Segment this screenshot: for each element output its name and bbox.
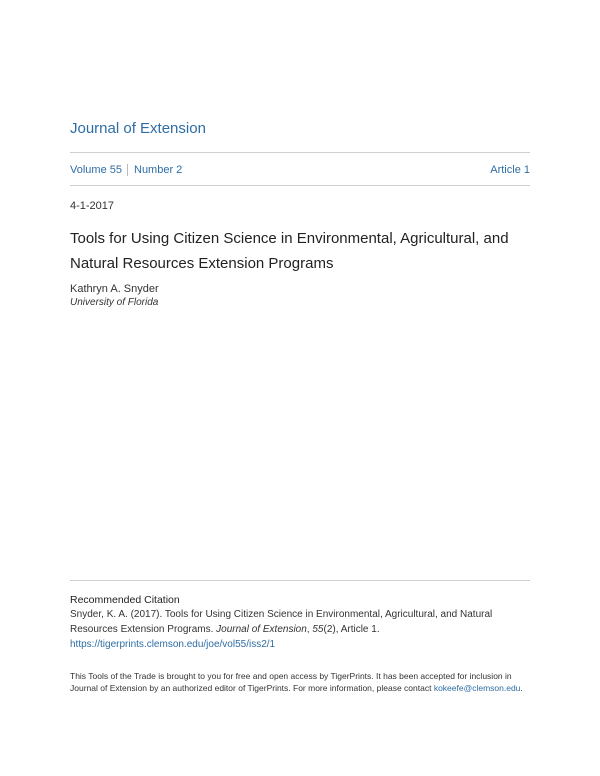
citation-volume: 55 bbox=[312, 624, 324, 635]
author-name: Kathryn A. Snyder bbox=[70, 283, 159, 295]
citation-sep: , bbox=[306, 624, 313, 635]
issue-bar bbox=[70, 162, 530, 178]
recommended-citation-text bbox=[70, 607, 532, 652]
journal-title-link[interactable]: Journal of Extension bbox=[70, 120, 206, 137]
divider-top bbox=[70, 152, 530, 153]
access-notice-text: This Tools of the Trade is brought to you for free and open access by TigerPrints. It has been accepted for inclusion in Journal of Extension by an authorized editor of TigerPrints. For more information, please contact bbox=[70, 671, 512, 693]
access-notice bbox=[70, 670, 532, 694]
divider-citation bbox=[70, 580, 530, 581]
author-affiliation: University of Florida bbox=[70, 297, 159, 308]
contact-email-link[interactable]: kokeefe@clemson.edu bbox=[433, 683, 521, 693]
number-link[interactable]: Number 2 bbox=[134, 164, 183, 176]
issue-separator bbox=[127, 164, 128, 176]
divider-issue bbox=[70, 185, 530, 186]
access-notice-end: . bbox=[520, 683, 523, 693]
publication-date: 4-1-2017 bbox=[70, 200, 115, 212]
recommended-citation-heading: Recommended Citation bbox=[70, 594, 180, 606]
article-title: Tools for Using Citizen Science in Environmental, Agricultural, and Natural Resources Extension Programs bbox=[70, 230, 509, 272]
volume-link[interactable]: Volume 55 bbox=[70, 164, 122, 176]
cover-page bbox=[70, 0, 530, 776]
citation-text-before: Snyder, K. A. (2017). Tools for Using Citizen Science in Environmental, Agricultural, and Natural Resources Extension Programs. bbox=[70, 609, 493, 635]
article-number-link[interactable]: Article 1 bbox=[490, 164, 530, 176]
citation-url-link[interactable]: https://tigerprints.clemson.edu/joe/vol55/iss2/1 bbox=[70, 639, 276, 650]
citation-text-after: (2), Article 1. bbox=[323, 624, 380, 635]
citation-journal: Journal of Extension bbox=[216, 624, 307, 635]
